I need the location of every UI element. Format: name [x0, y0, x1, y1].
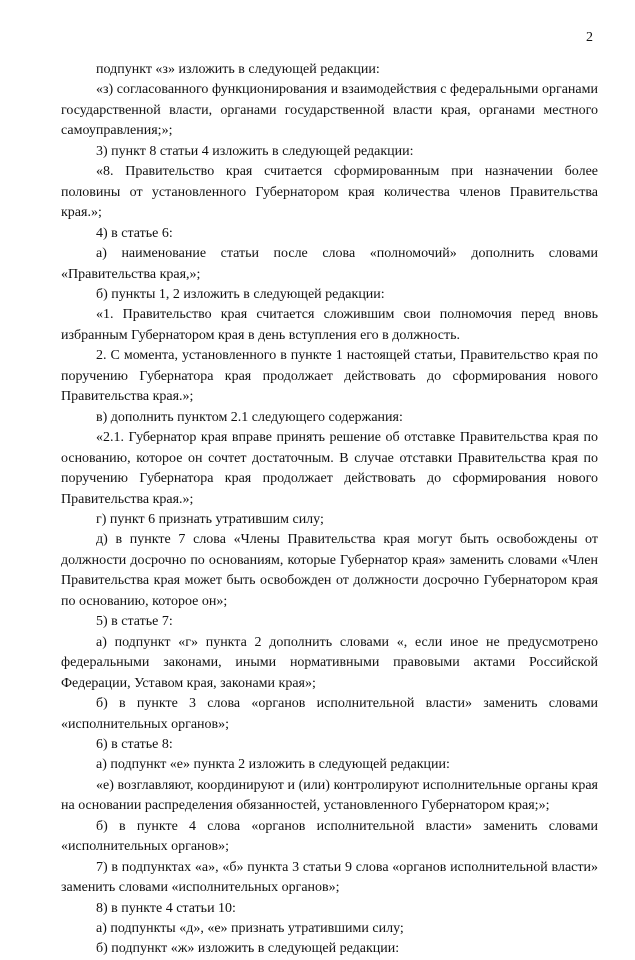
paragraph-item-5a: а) подпункт «г» пункта 2 дополнить словами «, если иное не предусмотрено федеральными законами, иными нормативными правовыми актами Российской Федерации, Уставом края, законами края»; [61, 634, 598, 691]
paragraph-item-5: 5) в статье 7: [96, 614, 173, 630]
paragraph-item-6a: а) подпункт «е» пункта 2 изложить в следующей редакции: [96, 757, 450, 773]
paragraph-item-4: 4) в статье 6: [96, 225, 173, 241]
paragraph-item-3: 3) пункт 8 статьи 4 изложить в следующей редакции: [96, 143, 414, 159]
paragraph-item-4v-text: «2.1. Губернатор края вправе принять решение об отставке Правительства края по основанию, которое он сочтет достаточным. В случае отставки Правительства края по поручению Губернатора края продолжает действовать до сформирования нового Правительства края.»; [61, 430, 598, 507]
page-number: 2 [586, 30, 593, 45]
document-body [61, 60, 598, 960]
paragraph-item-3-text: «8. Правительство края считается сформированным при назначении более половины от установленного Губернатором края количества членов Правительства края.»; [61, 164, 598, 221]
paragraph-item-4b-1: «1. Правительство края считается сложившим свои полномочия перед вновь избранным Губернатором края в день вступления его в должность. [61, 307, 598, 343]
paragraph-z-text: «з) согласованного функционирования и взаимодействия с федеральными органами государственной власти, органами государственной власти края, органами местного самоуправления;»; [61, 82, 598, 139]
paragraph-intro: подпункт «з» изложить в следующей редакции: [96, 62, 380, 77]
paragraph-item-8a: а) подпункты «д», «е» признать утратившими силу; [96, 921, 404, 937]
paragraph-item-4v: в) дополнить пунктом 2.1 следующего содержания: [96, 409, 403, 425]
paragraph-item-4a: а) наименование статьи после слова «полномочий» дополнить словами «Правительства края,»; [61, 246, 598, 282]
paragraph-item-8b: б) подпункт «ж» изложить в следующей редакции: [96, 941, 400, 957]
paragraph-item-4b-2: 2. С момента, установленного в пункте 1 настоящей статьи, Правительство края по поручению Губернатора края продолжает действовать до сформирования нового Правительства края.»; [61, 348, 598, 405]
paragraph-item-6a-text: «е) возглавляют, координируют и (или) контролируют исполнительные органы края на основании распределения обязанностей, установленного Губернатором края;»; [61, 777, 598, 814]
paragraph-item-4d: д) в пункте 7 слова «Члены Правительства края могут быть освобождены от должности досрочно по основаниям, которые Губернатор края» заменить словами «Член Правительства края может быть освобожден от должности досрочно Губернатором края по основанию, которое он»; [61, 532, 598, 609]
paragraph-item-6: 6) в статье 8: [96, 736, 173, 752]
paragraph-item-5b: б) в пункте 3 слова «органов исполнительной власти» заменить словами «исполнительных органов»; [61, 696, 598, 732]
paragraph-item-4g: г) пункт 6 признать утратившим силу; [96, 511, 324, 527]
paragraph-item-7: 7) в подпунктах «а», «б» пункта 3 статьи 9 слова «органов исполнительной власти» заменить словами «исполнительных органов»; [61, 859, 598, 896]
paragraph-item-6b: б) в пункте 4 слова «органов исполнительной власти» заменить словами «исполнительных органов»; [61, 818, 598, 855]
paragraph-item-8: 8) в пункте 4 статьи 10: [96, 900, 236, 916]
paragraph-item-4b: б) пункты 1, 2 изложить в следующей редакции: [96, 286, 385, 302]
